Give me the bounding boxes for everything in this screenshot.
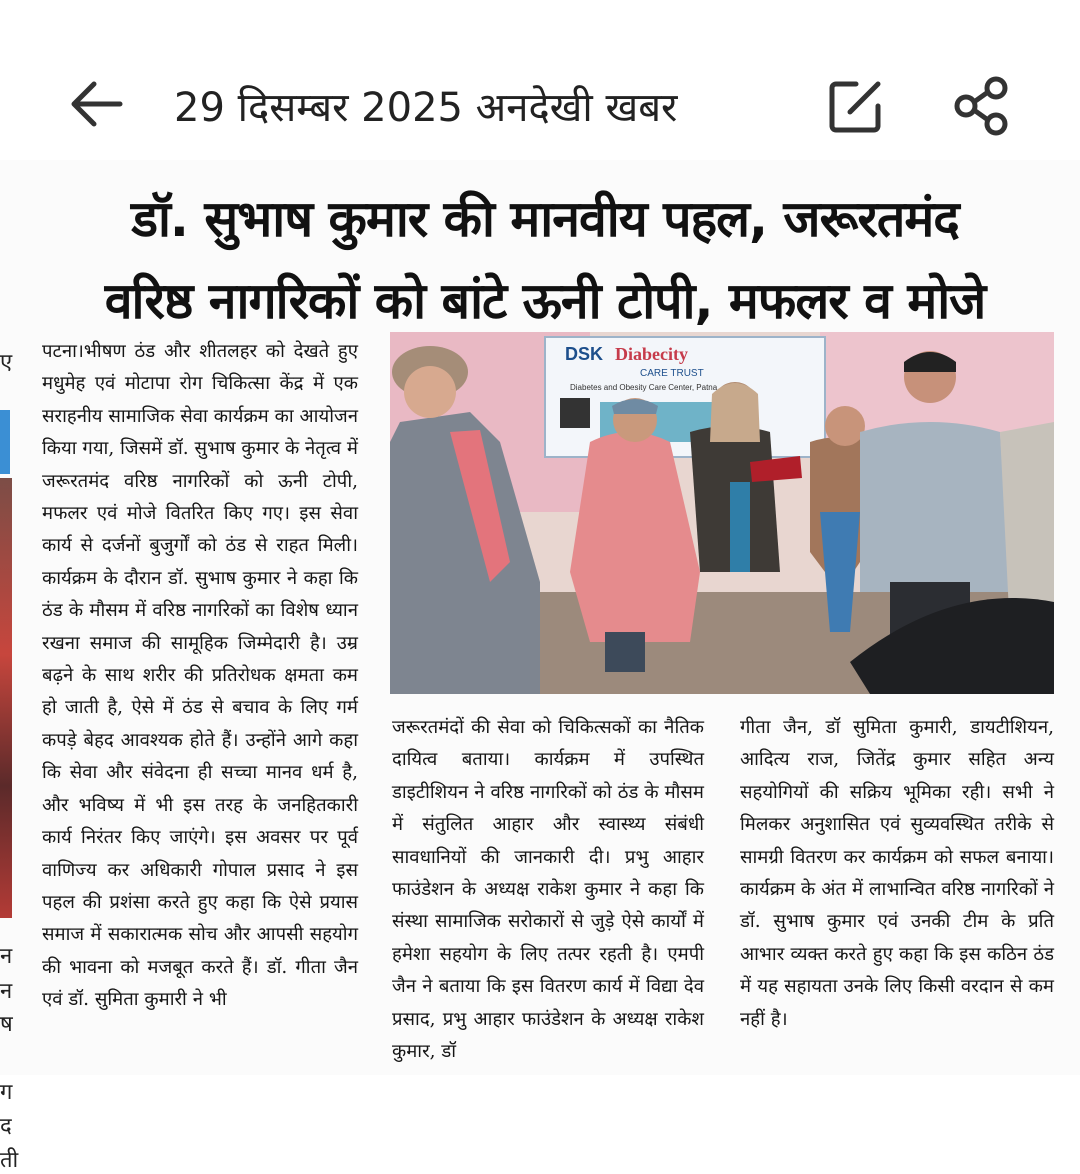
edge-text: ए <box>0 350 13 375</box>
banner-sub: Diabetes and Obesity Care Center, Patna <box>570 383 718 392</box>
edit-square-icon[interactable] <box>826 76 886 136</box>
edge-blue-strip <box>0 410 10 474</box>
share-icon[interactable] <box>950 74 1014 138</box>
article-photo <box>390 332 1054 694</box>
edge-text: न <box>0 979 13 1004</box>
event-photo-illustration <box>390 332 1054 694</box>
arrow-left-icon[interactable] <box>62 72 132 136</box>
edge-text: ष <box>0 1012 13 1037</box>
page-title: 29 दिसम्बर 2025 अनदेखी खबर <box>174 85 678 131</box>
edge-text: द <box>0 1114 12 1139</box>
headline-line-1: डॉ. सुभाष कुमार की मानवीय पहल, जरूरतमंद <box>131 190 959 248</box>
article-headline <box>40 178 1050 342</box>
adjacent-article-edge <box>0 160 19 1173</box>
column-text: पटना।भीषण ठंड और शीतलहर को देखते हुए मधुमेह एवं मोटापा रोग चिकित्सा केंद्र में एक सराहनीय सामाजिक सेवा कार्यक्रम का आयोजन किया गया, जिसमें डॉ. सुभाष कुमार के नेतृत्व में जरूरतमंद वरिष्ठ नागरिकों को ऊनी टोपी, मफलर एवं मोजे वितरित किए गए। इस सेवा कार्य से दर्जनों बुजुर्गों को ठंड से राहत मिली। कार्यक्रम के दौरान डॉ. सुभाष कुमार ने कहा कि ठंड के मौसम में वरिष्ठ नागरिकों का विशेष ध्यान रखना समाज की सामूहिक जिम्मेदारी है। उम्र बढ़ने के साथ शरीर की प्रतिरोधक क्षमता कम हो जाती है, ऐसे में ठंड से बचाव के लिए गर्म कपड़े बेहद आवश्यक होते हैं। उन्होंने आगे कहा कि सेवा और संवेदना ही सच्चा मानव धर्म है, और भविष्य में भी इस तरह के जनहितकारी कार्य निरंतर किए जाएंगे। इस अवसर पर पूर्व वाणिज्य कर अधिकारी गोपाल प्रसाद ने इस पहल की प्रशंसा करते हुए कहा कि ऐसे प्रयास समाज में सकारात्मक सोच और आपसी सहयोग की भावना को मजबूत करते हैं। डॉ. गीता जैन एवं डॉ. सुमिता कुमारी ने भी <box>42 341 358 1011</box>
edge-text: ती <box>0 1148 19 1173</box>
article-column-2 <box>392 712 704 1068</box>
app-header <box>0 0 1080 160</box>
article-column-1 <box>42 336 358 1017</box>
column-text: गीता जैन, डॉ सुमिता कुमारी, डायटीशियन, आदित्य राज, जितेंद्र कुमार सहित अन्य सहयोगियों की सक्रिय भूमिका रही। सभी ने मिलकर अनुशासित एवं सुव्यवस्थित तरीके से सामग्री वितरण कर कार्यक्रम को सफल बनाया। कार्यक्रम के अंत में लाभान्वित वरिष्ठ नागरिकों ने डॉ. सुभाष कुमार एवं उनकी टीम के प्रति आभार व्यक्त करते हुए कहा कि इस कठिन ठंड में यह सहायता उनके लिए किसी वरदान से कम नहीं है। <box>740 717 1054 1030</box>
edge-text: ग <box>0 1080 13 1105</box>
headline-line-2: वरिष्ठ नागरिकों को बांटे ऊनी टोपी, मफलर व मोजे <box>104 272 986 330</box>
banner-brand: DSK <box>565 344 604 364</box>
edge-text: न <box>0 944 13 969</box>
article-column-3 <box>740 712 1054 1036</box>
banner-name: Diabecity <box>615 344 688 364</box>
column-text: जरूरतमंदों की सेवा को चिकित्सकों का नैतिक दायित्व बताया। कार्यक्रम में उपस्थित डाइटीशियन ने वरिष्ठ नागरिकों को ठंड के मौसम में संतुलित आहार और स्वास्थ्य संबंधी सावधानियों की जानकारी दी। प्रभु आहार फाउंडेशन के अध्यक्ष राकेश कुमार ने कहा कि संस्था सामाजिक सरोकारों से जुड़े ऐसे कार्यों में हमेशा सहयोग के लिए तत्पर रहती है। एमपी जैन ने बताया कि इस वितरण कार्य में विद्या देव प्रसाद, प्रभु आहार फाउंडेशन के अध्यक्ष राकेश कुमार, डॉ <box>392 717 704 1063</box>
edge-photo-strip <box>0 478 12 918</box>
banner-trust: CARE TRUST <box>640 368 704 379</box>
